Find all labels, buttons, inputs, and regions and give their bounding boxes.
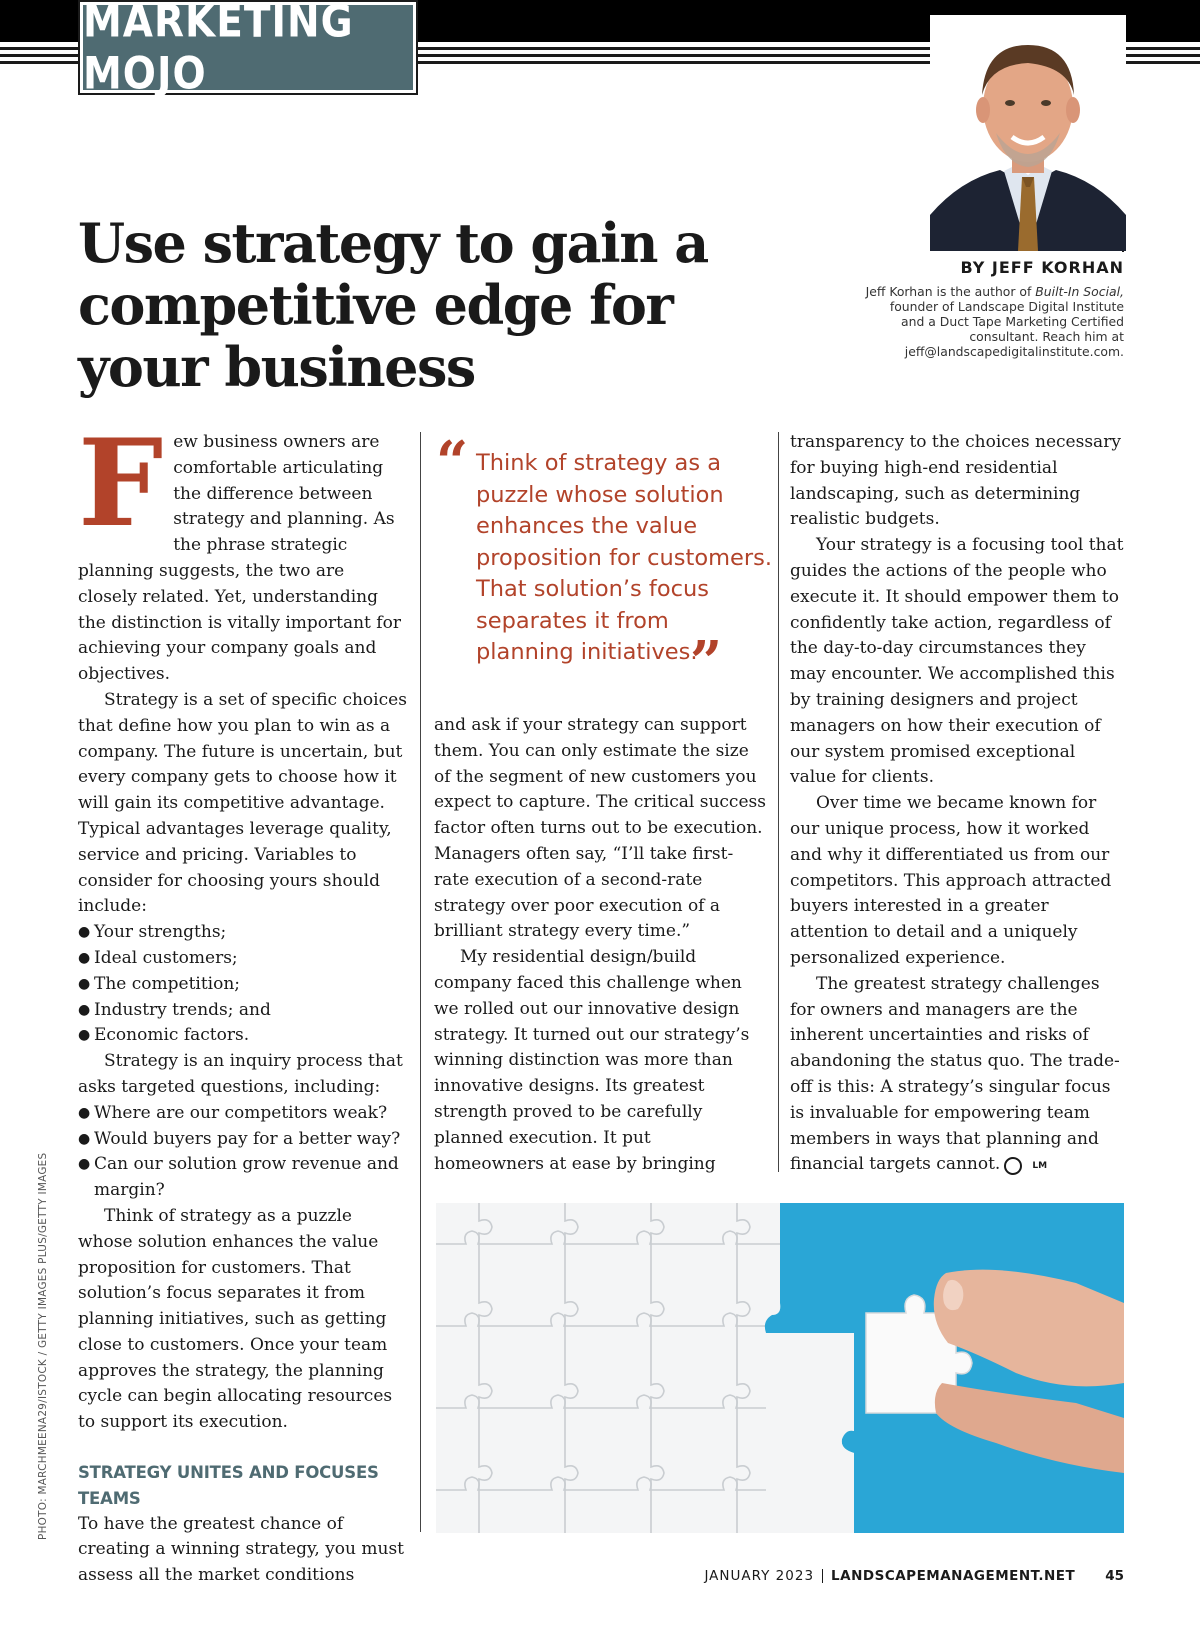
- paragraph: To have the greatest chance of creating a winning strategy, you must assess all the market conditions: [78, 1513, 405, 1586]
- author-photo: [930, 15, 1126, 251]
- column-divider: [420, 432, 421, 1532]
- paragraph: ew business owners are comfortable articulating the difference between strategy and planning. As the phrase strategic planning suggests, the two are closely related. Yet, understanding the distinction is vitally important for achieving your company goals and objectives.: [78, 432, 401, 685]
- footer-separator: [822, 1569, 823, 1583]
- paragraph: Your strategy is a focusing tool that guides the actions of the people who execute it. It should empower them to confidently take action, regardless of the day-to-day circumstances they may encounter. We accomplished this by training designers and project managers on how their execution of our system promised exceptional value for clients.: [790, 535, 1124, 788]
- drop-cap: F: [78, 413, 164, 554]
- issue-date: JANUARY 2023: [704, 1568, 815, 1584]
- list-item: ● Would buyers pay for a better way?: [78, 1127, 408, 1153]
- page-number: 45: [1105, 1568, 1124, 1584]
- close-quote-mark: ”: [690, 629, 723, 695]
- puzzle-image: [436, 1203, 1124, 1533]
- list-item: ● Economic factors.: [78, 1023, 408, 1049]
- paragraph: My residential design/build company faced this challenge when we rolled out our innovative design strategy. It turned out our strategy’s winning distinction was more than innovative designs. Its greatest strength proved to be carefully planned execution. It put homeowners at ease by bringing: [434, 947, 750, 1174]
- pull-quote-text: Think of strategy as a puzzle whose solution enhances the value proposition for customers. That solution’s focus separates it from planning initiatives.: [476, 450, 772, 665]
- paragraph: Strategy is a set of specific choices that define how you plan to win as a company. The future is uncertain, but every company gets to choose how it will gain its competitive advantage. Typical advantages leverage quality, service and pricing. Variables to consider for choosing yours should include:: [78, 689, 407, 917]
- paragraph: Think of strategy as a puzzle whose solution enhances the value proposition for customers. That solution’s focus separates it from planning initiatives, such as getting close to customers. Once your team approves the strategy, the planning cycle can begin allocating resources to support its execution.: [78, 1205, 393, 1433]
- site-url[interactable]: LANDSCAPEMANAGEMENT.NET: [831, 1568, 1076, 1584]
- paragraph: The greatest strategy challenges for owners and managers are the inherent uncertainties and risks of abandoning the status quo. The trade-off is this: A strategy’s singular focus is invaluable for empowering team members in ways that planning and financial targets cannot. LM: [790, 973, 1120, 1175]
- paragraph: Over time we became known for our unique process, how it worked and why it differentiated us from our competitors. This approach attracted buyers interested in a greater attention to detail and a uniquely personalized experience.: [790, 793, 1112, 968]
- byline: BY JEFF KORHAN: [960, 258, 1124, 277]
- end-mark-icon: LM: [1004, 1157, 1022, 1175]
- list-item: ● The competition;: [78, 972, 408, 998]
- open-quote-mark: “: [436, 429, 469, 495]
- section-badge: [78, 0, 418, 100]
- photo-credit: PHOTO: MARCHMEENA29/ISTOCK / GETTY IMAGES PLUS/GETTY IMAGES: [37, 1152, 49, 1540]
- headline: Use strategy to gain a competitive edge for your business: [78, 211, 708, 399]
- list-item: ● Industry trends; and: [78, 998, 408, 1024]
- bullet-list: [78, 920, 408, 1049]
- column-divider: [778, 432, 779, 1172]
- subheading: STRATEGY UNITES AND FOCUSES TEAMS: [78, 1463, 379, 1508]
- paragraph: Strategy is an inquiry process that asks targeted questions, including:: [78, 1051, 403, 1097]
- paragraph: transparency to the choices necessary for buying high-end residential landscaping, such as determining realistic budgets.: [790, 432, 1121, 530]
- section-title: MARKETING MOJO: [83, 0, 354, 100]
- list-item: ● Can our solution grow revenue and margin?: [78, 1152, 408, 1204]
- author-bio: Jeff Korhan is the author of Built-In Social, founder of Landscape Digital Institute and a Duct Tape Marketing Certified consultant. Reach him at jeff@landscapedigitalinstitute.com.: [865, 284, 1124, 359]
- column-1: [78, 413, 408, 1589]
- column-3: [790, 430, 1124, 1178]
- list-item: ● Your strengths;: [78, 920, 408, 946]
- footer: [704, 1568, 1124, 1584]
- paragraph: and ask if your strategy can support them. You can only estimate the size of the segment of new customers you expect to capture. The critical success factor often turns out to be execution. Managers often say, “I’ll take first-rate execution of a second-rate strategy over poor execution of a brilliant strategy every time.”: [434, 715, 766, 942]
- bullet-list: [78, 1101, 408, 1204]
- list-item: ● Where are our competitors weak?: [78, 1101, 408, 1127]
- list-item: ● Ideal customers;: [78, 946, 408, 972]
